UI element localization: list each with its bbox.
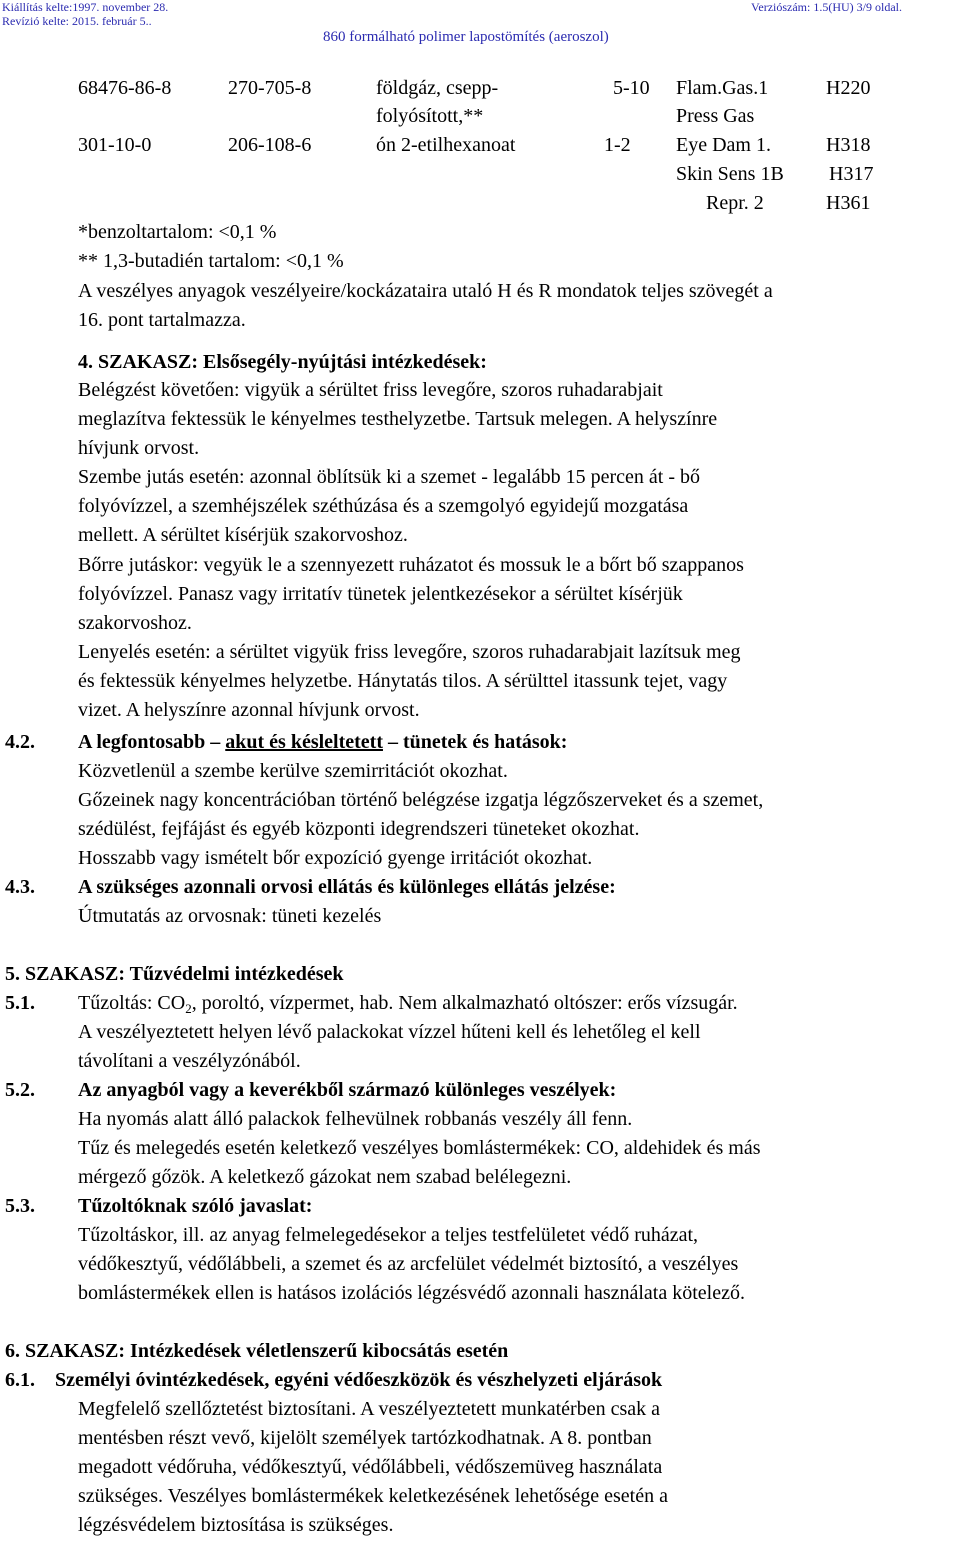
heading-underlined-part: akut és késleltetett [225,731,383,753]
paragraph-line: Lenyelés esetén: a sérültet vigyük friss levegőre, szoros ruhadarabjait lazítsuk meg [78,641,741,663]
component-name: földgáz, csepp- [376,77,499,99]
paragraph-line: Tűz és melegedés esetén keletkező veszélyes bomlástermékek: CO, aldehidek és más [78,1137,761,1159]
heading-part: tünetek és hatások: [402,731,568,753]
paragraph-line: Hosszabb vagy ismételt bőr expozíció gyenge irritációt okozhat. [78,847,593,869]
paragraph-line: Útmutatás az orvosnak: tüneti kezelés [78,905,382,927]
paragraph-line: Közvetlenül a szembe kerülve szemirritációt okozhat. [78,760,508,782]
paragraph-line: folyóvízzel, a szemhéjszélek széthúzása és a szemgolyó egyidejű mozgatása [78,495,689,517]
document-title: 860 formálható polimer lapostömítés (aeroszol) [323,29,609,45]
section-5-1-number: 5.1. [5,992,35,1014]
cas-number: 68476-86-8 [78,77,172,99]
issue-date: Kiállítás kelte:1997. november 28. [2,0,169,14]
paragraph-line: Tűzoltáskor, ill. az anyag felmelegedésekor a teljes testfelületet védő ruházat, [78,1224,699,1246]
section-5-3-heading: Tűzoltóknak szóló javaslat: [78,1195,313,1217]
concentration: 5-10 [613,77,650,99]
paragraph-line: légzésvédelem biztosítása is szükséges. [78,1514,394,1536]
section-4-2-number: 4.2. [5,731,35,753]
paragraph-line: Szembe jutás esetén: azonnal öblítsük ki a szemet - legalább 15 percen át - bő [78,466,701,488]
paragraph-line: bomlástermékek ellen is hatásos izolációs légzésvédő azonnali használata kötelező. [78,1282,745,1304]
concentration: 1-2 [604,134,631,156]
paragraph-line: mérgező gőzök. A keletkező gázokat nem szabad belélegezni. [78,1166,572,1188]
butadiene-note: ** 1,3-butadién tartalom: <0,1 % [78,250,344,272]
classification: Repr. 2 [706,192,764,214]
section-5-heading: 5. SZAKASZ: Tűzvédelmi intézkedések [5,963,344,985]
hazard-statement: H317 [829,163,874,185]
paragraph-line: folyóvízzel. Panasz vagy irritatív tünetek jelentkezésekor a sérültet kísérjük [78,583,683,605]
text-part: Tűzoltás: CO [78,992,186,1014]
h-statement-reference: A veszélyes anyagok veszélyeire/kockázataira utaló H és R mondatok teljes szövegét a [78,280,773,302]
revision-date: Revízió kelte: 2015. február 5.. [2,14,152,28]
section-5-2-heading: Az anyagból vagy a keverékből származó különleges veszélyek: [78,1079,617,1101]
section-4-3-heading: A szükséges azonnali orvosi ellátás és különleges ellátás jelzése: [78,876,616,898]
classification: Skin Sens 1B [676,163,784,185]
paragraph-line: szakorvoshoz. [78,612,192,634]
heading-dash: – [382,731,403,753]
paragraph-line: és fektessük kényelmes helyzetbe. Hánytatás tilos. A sérülttel itassunk tejet, vagy [78,670,728,692]
paragraph-line: szükséges. Veszélyes bomlástermékek keletkezésének lehetősége esetén a [78,1485,668,1507]
section-6-1-number: 6.1. [5,1369,35,1391]
heading-dash: – [205,731,226,753]
ec-number: 206-108-6 [228,134,312,156]
section-4-heading: 4. SZAKASZ: Elsősegély-nyújtási intézkedések: [78,351,487,373]
section-5-2-number: 5.2. [5,1079,35,1101]
cas-number: 301-10-0 [78,134,152,156]
benzene-note: *benzoltartalom: <0,1 % [78,221,277,243]
subscript: 2 [185,1001,192,1016]
hazard-statement: H318 [826,134,871,156]
section-5-3-number: 5.3. [5,1195,35,1217]
paragraph-line: vizet. A helyszínre azonnal hívjunk orvost. [78,699,420,721]
text-part: , poroltó, vízpermet, hab. Nem alkalmazható oltószer: erős vízsugár. [191,992,738,1014]
paragraph-line: Bőrre jutáskor: vegyük le a szennyezett ruházatot és mossuk le a bőrt bő szappanos [78,554,744,576]
classification: Flam.Gas.1 [676,77,769,99]
paragraph-line: Belégzést követően: vigyük a sérültet friss levegőre, szoros ruhadarabjait [78,379,663,401]
paragraph-line: Ha nyomás alatt álló palackok felhevülnek robbanás veszély áll fenn. [78,1108,633,1130]
ec-number: 270-705-8 [228,77,312,99]
section-6-heading: 6. SZAKASZ: Intézkedések véletlenszerű kibocsátás esetén [5,1340,509,1362]
paragraph-line: mellett. A sérültet kísérjük szakorvoshoz. [78,524,408,546]
hazard-statement: H220 [826,77,871,99]
hazard-statement: H361 [826,192,871,214]
component-name-cont: folyósított,** [376,105,484,127]
section-4-2-heading [78,730,567,754]
section-4-3-number: 4.3. [5,876,35,898]
h-statement-reference-cont: 16. pont tartalmazza. [78,309,246,331]
paragraph-line: Megfelelő szellőztetést biztosítani. A veszélyeztetett munkatérben csak a [78,1398,661,1420]
heading-part: A legfontosabb [78,731,206,753]
component-name: ón 2-etilhexanoat [376,134,516,156]
paragraph-line: mentésben részt vevő, kijelölt személyek tartózkodhatnak. A 8. pontban [78,1427,652,1449]
paragraph-line: meglazítva fektessük le kényelmes testhelyzetbe. Tartsuk melegen. A helyszínre [78,408,718,430]
section-6-1-heading: Személyi óvintézkedések, egyéni védőeszközök és vészhelyzeti eljárások [55,1369,663,1391]
paragraph-line: hívjunk orvost. [78,437,200,459]
paragraph-line: Gőzeinek nagy koncentrációban történő belégzése izgatja légzőszerveket és a szemet, [78,789,764,811]
classification: Press Gas [676,105,755,127]
paragraph-line: távolítani a veszélyzónából. [78,1050,301,1072]
paragraph-line: megadott védőruha, védőkesztyű, védőlábbeli, védőszemüveg használata [78,1456,663,1478]
paragraph-line [78,991,738,1015]
paragraph-line: szédülést, fejfájást és egyéb központi idegrendszeri tüneteket okozhat. [78,818,640,840]
paragraph-line: A veszélyeztetett helyen lévő palackokat vízzel hűteni kell és lehetőleg el kell [78,1021,701,1043]
classification: Eye Dam 1. [676,134,771,156]
paragraph-line: védőkesztyű, védőlábbeli, a szemet és az arcfelület védelmét biztosító, a veszélyes [78,1253,739,1275]
version-page: Verziószám: 1.5(HU) 3/9 oldal. [751,0,902,14]
